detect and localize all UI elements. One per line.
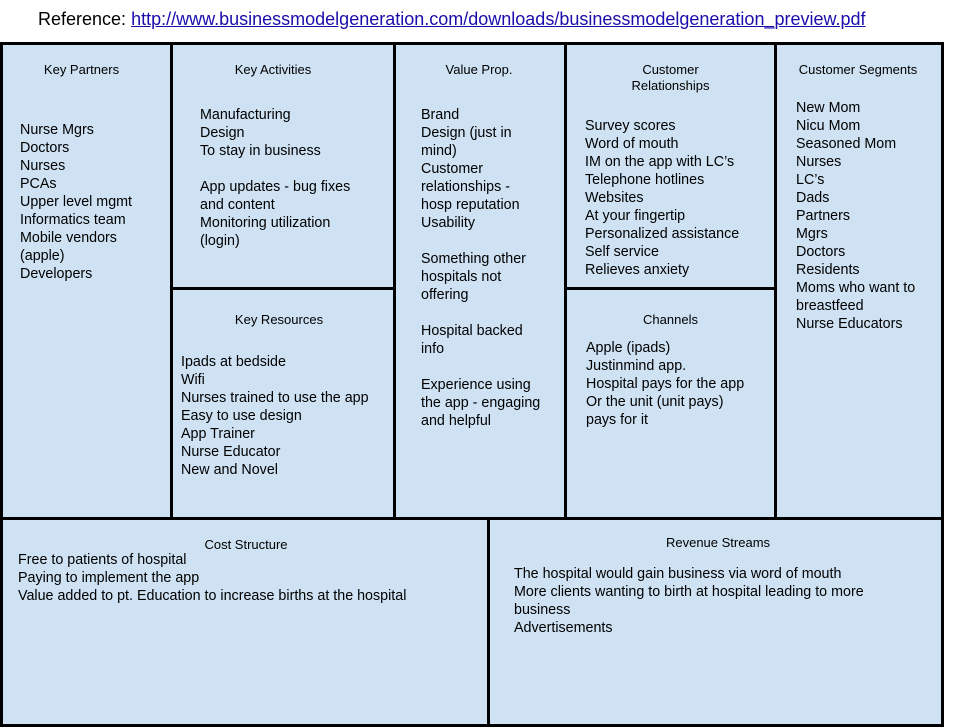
list-item: (login) bbox=[200, 233, 240, 249]
list-item: Value added to pt. Education to increase births at the hospital bbox=[18, 588, 407, 604]
list-item: Something other bbox=[421, 251, 526, 267]
list-item: New Mom bbox=[796, 100, 861, 116]
list-item: Informatics team bbox=[20, 212, 126, 228]
list-item: Design bbox=[200, 125, 245, 141]
channels-list bbox=[586, 339, 776, 429]
list-item: LC’s bbox=[796, 172, 825, 188]
list-item: info bbox=[421, 341, 445, 357]
list-item: Doctors bbox=[20, 140, 70, 156]
list-item: Mgrs bbox=[796, 226, 828, 242]
list-item: Nurse Mgrs bbox=[20, 122, 94, 138]
value-prop-list bbox=[421, 106, 566, 430]
list-item: New and Novel bbox=[181, 462, 278, 478]
cost-structure-box bbox=[0, 517, 490, 727]
customer-segments-list bbox=[796, 99, 944, 333]
key-resources-box bbox=[170, 287, 396, 520]
list-item: Nurse Educator bbox=[181, 444, 281, 460]
list-item: Or the unit (unit pays) bbox=[586, 394, 724, 410]
customer-relationships-title bbox=[567, 62, 774, 94]
list-item: Websites bbox=[585, 190, 644, 206]
list-item: offering bbox=[421, 287, 469, 303]
list-item: and helpful bbox=[421, 413, 491, 429]
list-item: Nicu Mom bbox=[796, 118, 861, 134]
list-item: and content bbox=[200, 197, 275, 213]
list-item: Nurses trained to use the app bbox=[181, 390, 369, 406]
list-item: Nurse Educators bbox=[796, 316, 903, 332]
list-item: business bbox=[514, 602, 571, 618]
list-item: PCAs bbox=[20, 176, 57, 192]
list-item: To stay in business bbox=[200, 143, 321, 159]
list-item: App Trainer bbox=[181, 426, 255, 442]
customer-relationships-box bbox=[564, 42, 777, 290]
key-resources-list bbox=[181, 353, 393, 479]
list-item: Partners bbox=[796, 208, 851, 224]
list-item: Moms who want to bbox=[796, 280, 916, 296]
customer-segments-title: Customer Segments bbox=[798, 62, 918, 77]
key-partners-title: Key Partners bbox=[43, 62, 120, 77]
list-item: Experience using bbox=[421, 377, 531, 393]
list-item: Easy to use design bbox=[181, 408, 302, 424]
value-prop-title: Value Prop. bbox=[445, 62, 513, 77]
reference-label: Reference: bbox=[38, 9, 127, 29]
list-item: Upper level mgmt bbox=[20, 194, 133, 210]
list-item: the app - engaging bbox=[421, 395, 541, 411]
list-item: Paying to implement the app bbox=[18, 570, 200, 586]
list-item: Hospital backed bbox=[421, 323, 523, 339]
list-item: Brand bbox=[421, 107, 460, 123]
cost-structure-title: Cost Structure bbox=[204, 537, 288, 552]
list-item: Residents bbox=[796, 262, 860, 278]
list-item: Nurses bbox=[20, 158, 66, 174]
customer-relationships-title-line2: Relationships bbox=[631, 78, 710, 93]
list-item: hosp reputation bbox=[421, 197, 520, 213]
key-resources-title: Key Resources bbox=[234, 312, 324, 327]
list-item: Wifi bbox=[181, 372, 205, 388]
key-activities-list bbox=[200, 106, 390, 250]
list-item: mind) bbox=[421, 143, 457, 159]
list-spacer bbox=[200, 160, 390, 178]
list-item: The hospital would gain business via word of mouth bbox=[514, 566, 842, 582]
list-item: (apple) bbox=[20, 248, 65, 264]
list-item: More clients wanting to birth at hospital leading to more bbox=[514, 584, 864, 600]
key-activities-box bbox=[170, 42, 396, 290]
list-item: breastfeed bbox=[796, 298, 864, 314]
list-spacer bbox=[421, 232, 566, 250]
list-item: Survey scores bbox=[585, 118, 676, 134]
list-item: Self service bbox=[585, 244, 659, 260]
list-item: Hospital pays for the app bbox=[586, 376, 745, 392]
customer-relationships-list bbox=[585, 117, 775, 279]
revenue-streams-list bbox=[514, 565, 934, 637]
list-item: pays for it bbox=[586, 412, 648, 428]
list-item: Design (just in bbox=[421, 125, 512, 141]
revenue-streams-box bbox=[487, 517, 944, 727]
list-item: Free to patients of hospital bbox=[18, 552, 187, 568]
list-item: Relieves anxiety bbox=[585, 262, 690, 278]
list-item: Seasoned Mom bbox=[796, 136, 897, 152]
key-activities-title: Key Activities bbox=[234, 62, 312, 77]
revenue-streams-title: Revenue Streams bbox=[665, 535, 771, 550]
list-item: IM on the app with LC’s bbox=[585, 154, 735, 170]
list-item: Doctors bbox=[796, 244, 846, 260]
list-item: Usability bbox=[421, 215, 476, 231]
list-spacer bbox=[421, 304, 566, 322]
channels-box bbox=[564, 287, 777, 520]
list-item: Apple (ipads) bbox=[586, 340, 671, 356]
value-prop-box bbox=[393, 42, 567, 520]
list-item: Customer bbox=[421, 161, 483, 177]
key-partners-list bbox=[20, 121, 170, 283]
list-item: Justinmind app. bbox=[586, 358, 687, 374]
cost-structure-list bbox=[18, 551, 483, 605]
list-item: At your fingertip bbox=[585, 208, 686, 224]
list-item: Word of mouth bbox=[585, 136, 679, 152]
list-item: Mobile vendors bbox=[20, 230, 117, 246]
key-partners-box bbox=[0, 42, 173, 520]
list-item: Personalized assistance bbox=[585, 226, 740, 242]
list-item: App updates - bug fixes bbox=[200, 179, 351, 195]
customer-segments-box bbox=[774, 42, 944, 520]
customer-relationships-title-line1: Customer bbox=[642, 62, 699, 77]
list-item: Ipads at bedside bbox=[181, 354, 286, 370]
list-item: Advertisements bbox=[514, 620, 613, 636]
list-item: Manufacturing bbox=[200, 107, 291, 123]
list-item: hospitals not bbox=[421, 269, 502, 285]
list-item: Monitoring utilization bbox=[200, 215, 331, 231]
reference-link[interactable]: http://www.businessmodelgeneration.com/downloads/businessmodelgeneration_preview.pdf bbox=[131, 9, 866, 29]
list-item: Developers bbox=[20, 266, 93, 282]
channels-title: Channels bbox=[643, 312, 698, 327]
reference-line bbox=[38, 9, 866, 30]
list-spacer bbox=[421, 358, 566, 376]
list-item: Dads bbox=[796, 190, 830, 206]
list-item: Nurses bbox=[796, 154, 842, 170]
list-item: Telephone hotlines bbox=[585, 172, 705, 188]
list-item: relationships - bbox=[421, 179, 510, 195]
